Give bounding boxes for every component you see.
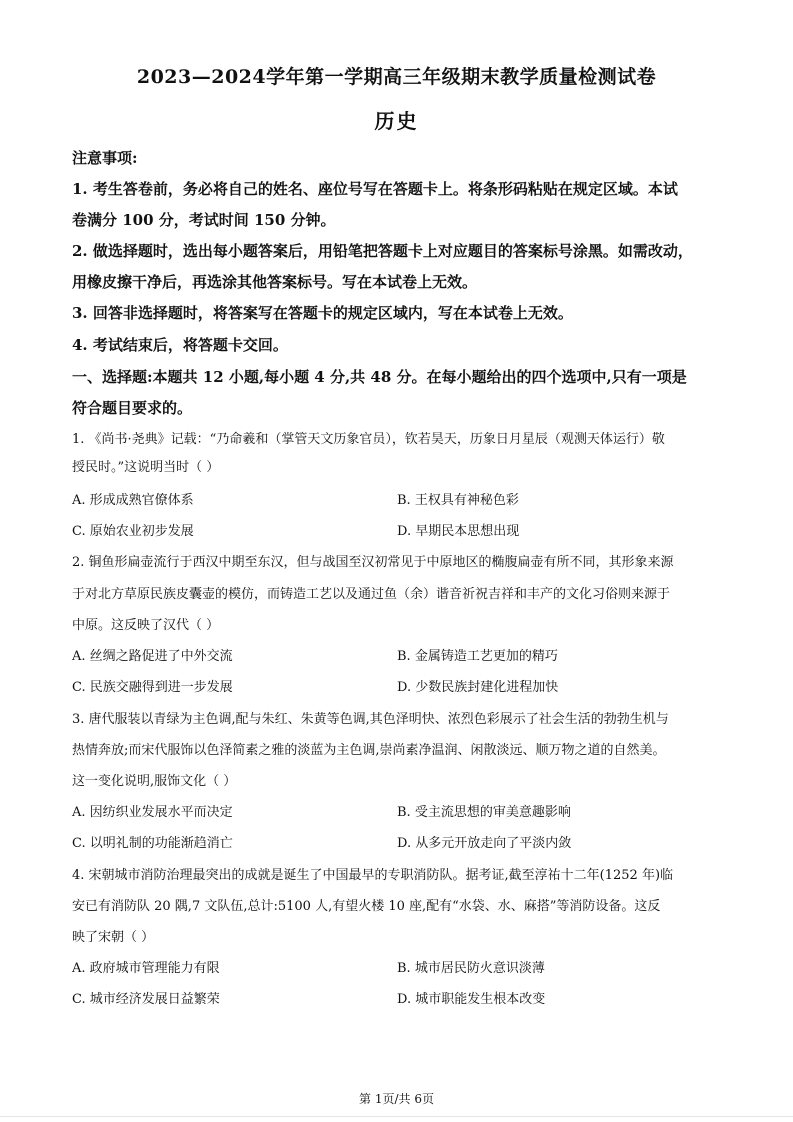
notice-line: 用橡皮擦干净后，再选涂其他答案标号。写在本试卷上无效。: [72, 273, 478, 291]
question-4-stem: 安已有消防队 20 隅,7 文队伍,总计:5100 人,有望火楼 10 座,配有“水袋、水、麻搭”等消防设备。这反: [72, 899, 661, 914]
notice-line: 4. 考试结束后，将答题卡交回。: [72, 336, 288, 354]
question-3-stem: 热情奔放;而宋代服饰以色泽简素之雅的淡蓝为主色调,崇尚素净温润、闲散淡远、顺万物之道的自然美。: [72, 743, 666, 758]
subject-title: 历史: [374, 109, 419, 133]
question-4-stem: 映了宋朝（ ）: [72, 930, 155, 945]
question-2-option-b: B. 金属铸造工艺更加的精巧: [397, 649, 558, 664]
question-3-option-d: D. 从多元开放走向了平淡内敛: [397, 836, 572, 851]
question-4-option-a: A. 政府城市管理能力有限: [72, 961, 220, 976]
notice-line: 卷满分 100 分，考试时间 150 分钟。: [72, 211, 336, 229]
question-2-option-a: A. 丝绸之路促进了中外交流: [72, 649, 233, 664]
question-2-stem: 2. 铜鱼形扁壶流行于西汉中期至东汉，但与战国至汉初常见于中原地区的椭腹扁壶有所不同，其形象来源: [72, 555, 674, 570]
question-3-option-c: C. 以明礼制的功能渐趋消亡: [72, 836, 233, 851]
question-1-option-b: B. 王权具有神秘色彩: [397, 493, 519, 508]
question-2-stem: 中原。这反映了汉代（ ）: [72, 618, 220, 633]
notice-heading: 注意事项:: [72, 149, 138, 167]
question-4-option-b: B. 城市居民防火意识淡薄: [397, 961, 545, 976]
section-heading: 符合题目要求的。: [72, 399, 193, 417]
notice-line: 1. 考生答卷前，务必将自己的姓名、座位号写在答题卡上。将条形码粘贴在规定区域。本试: [72, 180, 678, 198]
question-3-option-a: A. 因纺织业发展水平而决定: [72, 805, 233, 820]
question-3-option-b: B. 受主流思想的审美意趣影响: [397, 805, 571, 820]
question-1-stem: 1. 《尚书·尧典》记载：“乃命羲和（掌管天文历象官员），钦若昊天，历象日月星辰（观测天体运行）敬: [72, 432, 665, 447]
notice-line: 3. 回答非选择题时，将答案写在答题卡的规定区域内，写在本试卷上无效。: [72, 304, 573, 322]
question-2-option-d: D. 少数民族封建化进程加快: [397, 680, 559, 695]
exam-title: 2023—2024学年第一学期高三年级期末教学质量检测试卷: [136, 66, 657, 88]
section-heading: 一、选择题:本题共 12 小题,每小题 4 分,共 48 分。在每小题给出的四个选项中,只有一项是: [72, 368, 687, 386]
question-3-stem: 这一变化说明,服饰文化（ ）: [72, 774, 237, 789]
question-1-option-a: A. 形成成熟官僚体系: [72, 493, 194, 508]
question-4-stem: 4. 宋朝城市消防治理最突出的成就是诞生了中国最早的专职消防队。据考证,截至淳祐十二年(1252 年)临: [72, 868, 674, 883]
bottom-divider: [0, 1116, 793, 1117]
notice-line: 2. 做选择题时，选出每小题答案后，用铅笔把答题卡上对应题目的答案标号涂黑。如需改动，: [72, 242, 693, 260]
question-4-option-d: D. 城市职能发生根本改变: [397, 992, 546, 1007]
question-3-stem: 3. 唐代服装以青绿为主色调,配与朱红、朱黄等色调,其色泽明快、浓烈色彩展示了社会生活的勃勃生机与: [72, 712, 669, 727]
page-number: 第 1页/共 6页: [359, 1092, 434, 1106]
question-1-option-c: C. 原始农业初步发展: [72, 524, 194, 539]
question-2-option-c: C. 民族交融得到进一步发展: [72, 680, 233, 695]
question-4-option-c: C. 城市经济发展日益繁荣: [72, 992, 220, 1007]
question-1-option-d: D. 早期民本思想出现: [397, 524, 520, 539]
question-2-stem: 于对北方草原民族皮囊壶的模仿，而铸造工艺以及通过鱼（余）谐音祈祝吉祥和丰产的文化习俗则来源于: [72, 587, 671, 602]
question-1-stem: 授民时。”这说明当时（ ）: [72, 460, 220, 475]
